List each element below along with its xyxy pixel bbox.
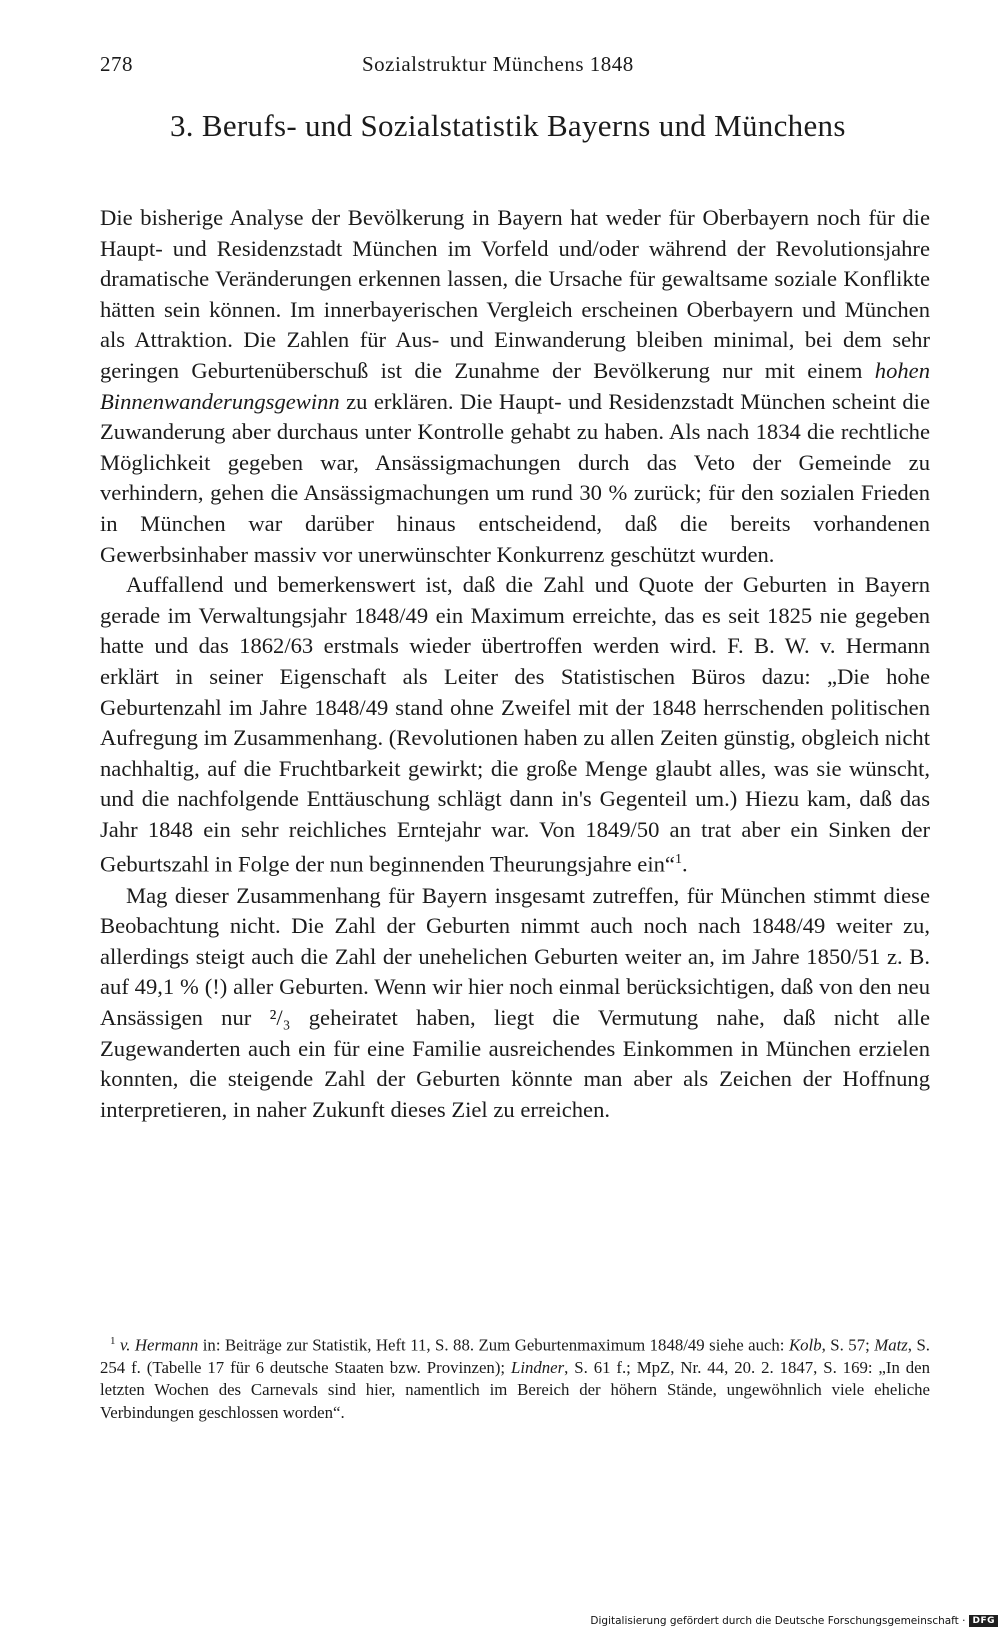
footnote-text-1: in: Beiträge zur Statistik, Heft 11, S. 88. Zum Geburtenmaximum 1848/49 siehe auch:	[198, 1335, 789, 1355]
paragraph-1	[100, 203, 930, 570]
dfg-logo: DFG	[969, 1615, 998, 1627]
footnote-text-2: , S. 57;	[821, 1335, 875, 1355]
body-text	[100, 203, 930, 1125]
digitization-note: Digitalisierung gefördert durch die Deutsche Forschungsgemeinschaft ·	[590, 1615, 966, 1627]
paragraph-1-text-end: zu erklären. Die Haupt- und Residenzstadt München scheint die Zuwanderung aber durchaus unter Kontrolle gehabt zu haben. Als nach 1834 die rechtliche Möglichkeit gegeben war, Ansässigmachungen durch das Veto der Gemeinde zu verhindern, gehen die Ansässigmachungen um rund 30 % zurück; für den sozialen Frieden in München war darüber hinaus entscheidend, daß die bereits vorhandenen Gewerbsinhaber massiv vor unerwünschter Konkurrenz geschützt wurden.	[100, 388, 930, 567]
footnote-reference: 1	[674, 852, 682, 868]
footnote-text-3: , S. 254 f. (Tabelle 17 für 6 deutsche Staaten bzw. Provinzen);	[100, 1335, 931, 1377]
paragraph-3-text-start: Mag dieser Zusammenhang für Bayern insgesamt zutreffen, für München stimmt diese Beobachtung nicht. Die Zahl der Geburten nimmt auch noch nach 1848/49 weiter zu, allerdings steigt auch die Zahl der unehelichen Geburten weiter an, im Jahre 1850/51 z. B. auf 49,1 % (!) aller Geburten. Wenn wir hier noch einmal berücksichtigen, daß von den neu Ansässigen nur	[100, 882, 930, 1030]
footnote-1	[100, 1330, 930, 1424]
footnote-number: 1	[110, 1335, 116, 1347]
footnote-author-matz: Matz	[874, 1335, 908, 1355]
emphasis-binnenwanderungsgewinn: hohen Binnenwanderungsgewinn	[100, 357, 930, 414]
fraction-two-thirds: ²/₃	[269, 1004, 291, 1030]
footnotes	[100, 1330, 930, 1424]
digitization-credit	[590, 1612, 998, 1630]
running-head: Sozialstruktur Münchens 1848	[362, 52, 634, 76]
footnote-text-4: , S. 61 f.; MpZ, Nr. 44, 20. 2. 1847, S. 169: „In den letzten Wochen des Carnevals sind hier, namentlich im Bereich der höhern Stände, ungewöhnlich viele eheliche Verbindungen geschlossen worden“.	[100, 1358, 930, 1422]
paragraph-2	[100, 570, 930, 880]
footnote-author-kolb: Kolb	[788, 1335, 822, 1355]
page-header	[100, 52, 930, 86]
paragraph-2-end: .	[681, 852, 688, 877]
paragraph-3	[100, 881, 930, 1126]
paragraph-1-text-start: Die bisherige Analyse der Bevölkerung in Bayern hat weder für Oberbayern noch für die Haupt- und Residenzstadt München im Vorfeld und/oder während der Revolutionsjahre dramatische Veränderungen erkennen lassen, die Ursache für gewaltsame soziale Konflikte hätten sein können. Im innerbayerischen Vergleich erscheinen Oberbayern und München als Attraktion. Die Zahlen für Aus- und Einwanderung bleiben minimal, bei dem sehr geringen Geburtenüberschuß ist die Zunahme der Bevölkerung nur mit einem	[100, 205, 930, 383]
footnote-author-hermann: v. Hermann	[120, 1335, 199, 1355]
paragraph-3-text-end: geheiratet haben, liegt die Vermutung nahe, daß nicht alle Zugewanderten auch ein für eine Familie ausreichendes Einkommen in München erzielen konnten, die steigende Zahl der Geburten könnte man aber als Zeichen der Hoffnung interpretieren, in naher Zukunft dieses Ziel zu erreichen.	[100, 1004, 930, 1122]
paragraph-2-text: Auffallend und bemerkenswert ist, daß die Zahl und Quote der Geburten in Bayern gerade im Verwaltungsjahr 1848/49 ein Maximum erreichte, das es seit 1825 nie gegeben hatte und das 1862/63 erstmals wieder übertroffen werden wird. F. B. W. v. Hermann erklärt in seiner Eigenschaft als Leiter des Statistischen Büros dazu: „Die hohe Geburtenzahl im Jahre 1848/49 stand ohne Zweifel mit der 1848 herrschenden politischen Aufregung im Zusammenhang. (Revolutionen haben zu allen Zeiten günstig, obgleich nicht nachhaltig, auf die Fruchtbarkeit gewirkt; die große Menge glaubt alles, was sie wünscht, und die nachfolgende Enttäuschung schlägt dann in's Gegenteil um.) Hiezu kam, daß das Jahr 1848 ein sehr reichliches Erntejahr war. Von 1849/50 an trat aber ein Sinken der Geburtszahl in Folge der nun beginnenden Theurungsjahre ein“	[100, 572, 930, 877]
page-number: 278	[100, 52, 133, 76]
section-heading: 3. Berufs- und Sozialstatistik Bayerns und Münchens	[170, 108, 846, 143]
footnote-author-lindner: Lindner	[511, 1358, 565, 1377]
